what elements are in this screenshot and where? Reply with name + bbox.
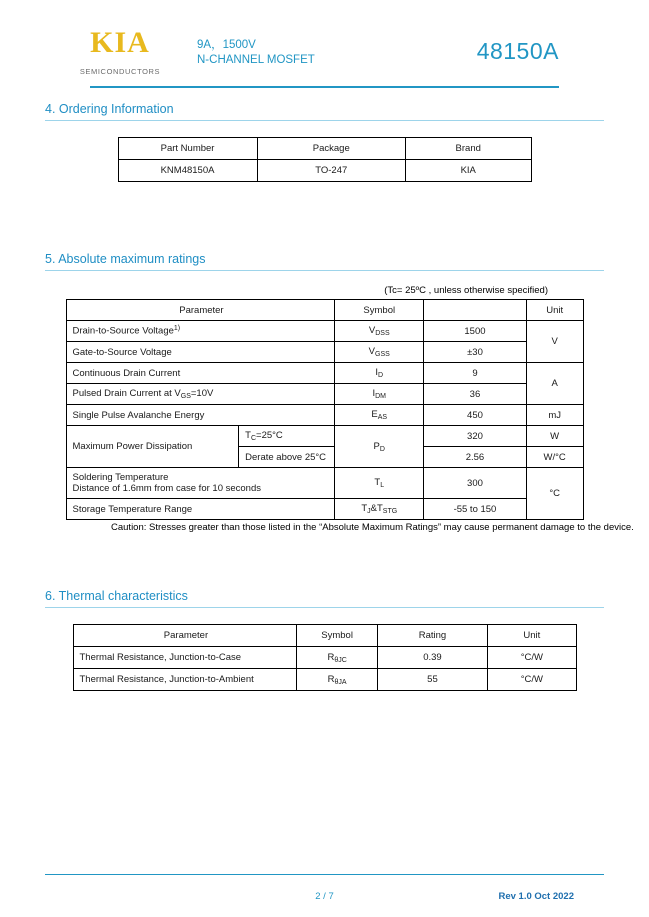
cell-symbol xyxy=(297,669,377,691)
condition-tail: =25°C xyxy=(256,430,283,442)
symbol-sub: AS xyxy=(377,413,388,421)
symbol-sub: L xyxy=(380,481,385,489)
cell-symbol xyxy=(335,468,424,499)
cell-unit: W/°C xyxy=(526,447,583,468)
ordering-section xyxy=(45,102,604,182)
cell-symbol xyxy=(335,426,424,468)
parameter-line-2: Distance of 1.6mm from case for 10 seconds xyxy=(72,483,261,494)
cell-value: -55 to 150 xyxy=(424,499,527,520)
table-row xyxy=(73,669,576,691)
symbol-main: E xyxy=(371,409,378,421)
table-row xyxy=(118,160,531,182)
table-row xyxy=(66,426,583,447)
cell-value: ±30 xyxy=(424,342,527,363)
symbol-sub-a: J xyxy=(367,507,371,515)
page-header xyxy=(45,0,604,76)
column-header-package: Package xyxy=(257,138,405,160)
absolute-max-section xyxy=(45,252,634,534)
parameter-sub: GS xyxy=(180,392,191,400)
symbol-sub: DM xyxy=(375,392,387,400)
thermal-section xyxy=(45,589,604,691)
cell-part-number: KNM48150A xyxy=(118,160,257,182)
table-row xyxy=(73,647,576,669)
symbol-sub-b: STG xyxy=(382,507,398,515)
thermal-table xyxy=(73,624,577,691)
cell-symbol xyxy=(335,384,424,405)
cell-rating: 55 xyxy=(377,669,487,691)
symbol-main: V xyxy=(368,325,376,337)
symbol-main: T xyxy=(374,477,381,489)
cell-value: 320 xyxy=(424,426,527,447)
cell-unit: mJ xyxy=(526,405,583,426)
column-header-value xyxy=(424,300,527,321)
column-header-symbol: Symbol xyxy=(297,625,377,647)
cell-unit: W xyxy=(526,426,583,447)
symbol-main: R xyxy=(327,673,335,685)
cell-symbol xyxy=(297,647,377,669)
company-logo xyxy=(60,28,180,76)
table-header-row xyxy=(66,300,583,321)
caution-note: Caution: Stresses greater than those listed in the “Absolute Maximum Ratings” may cause permanent damage to the device. xyxy=(111,522,634,533)
cell-symbol xyxy=(335,499,424,520)
symbol-main: V xyxy=(368,346,376,358)
footer-divider xyxy=(45,874,604,875)
part-number-title: 48150A xyxy=(476,38,559,64)
parameter-text: Drain-to-Source Voltage xyxy=(72,325,174,337)
column-header-part-number: Part Number xyxy=(118,138,257,160)
symbol-sub: DSS xyxy=(375,329,390,337)
column-header-unit: Unit xyxy=(526,300,583,321)
table-header-row xyxy=(118,138,531,160)
logo-text: KIA xyxy=(90,26,150,59)
cell-unit: °C xyxy=(526,468,583,520)
table-row xyxy=(66,384,583,405)
cell-unit: °C/W xyxy=(488,647,576,669)
condition-sub: C xyxy=(250,434,257,442)
table-row xyxy=(66,405,583,426)
page-number: 2 / 7 xyxy=(315,891,334,902)
ordering-heading-rule xyxy=(45,120,604,121)
thermal-heading-rule xyxy=(45,607,604,608)
cell-symbol xyxy=(335,405,424,426)
device-spec-line1: 9A，1500V xyxy=(197,39,256,51)
parameter-text: Pulsed Drain Current at V xyxy=(72,388,181,400)
test-condition-text: (Tc= 25ºC , unless otherwise specified) xyxy=(384,285,548,296)
column-header-rating: Rating xyxy=(377,625,487,647)
parameter-tail: =10V xyxy=(190,388,214,400)
table-header-row xyxy=(73,625,576,647)
cell-parameter: Gate-to-Source Voltage xyxy=(66,342,335,363)
symbol-sub: GSS xyxy=(375,350,390,358)
cell-value: 300 xyxy=(424,468,527,499)
cell-parameter: Thermal Resistance, Junction-to-Case xyxy=(73,647,297,669)
column-header-parameter: Parameter xyxy=(66,300,335,321)
absolute-max-heading: 5. Absolute maximum ratings xyxy=(45,252,206,266)
revision-info: Rev 1.0 Oct 2022 xyxy=(498,891,574,902)
cell-parameter xyxy=(66,468,335,499)
symbol-main: T xyxy=(361,503,368,515)
cell-value: 1500 xyxy=(424,321,527,342)
cell-rating: 0.39 xyxy=(377,647,487,669)
cell-parameter-condition: Derate above 25°C xyxy=(239,447,335,468)
ordering-table xyxy=(118,137,532,182)
column-header-symbol: Symbol xyxy=(335,300,424,321)
thermal-heading: 6. Thermal characteristics xyxy=(45,589,188,603)
cell-package: TO-247 xyxy=(257,160,405,182)
column-header-unit: Unit xyxy=(488,625,576,647)
test-condition-note xyxy=(45,285,604,296)
cell-unit: A xyxy=(526,363,583,405)
cell-unit: V xyxy=(526,321,583,363)
parameter-line-1: Soldering Temperature xyxy=(72,472,169,483)
table-row xyxy=(66,468,583,499)
cell-symbol xyxy=(335,342,424,363)
parameter-footnote: 1) xyxy=(173,325,181,333)
symbol-main: I xyxy=(375,367,379,379)
absolute-max-heading-rule xyxy=(45,270,604,271)
table-row xyxy=(66,342,583,363)
cell-parameter xyxy=(66,321,335,342)
cell-parameter-condition xyxy=(239,426,335,447)
cell-parameter: Storage Temperature Range xyxy=(66,499,335,520)
cell-parameter: Single Pulse Avalanche Energy xyxy=(66,405,335,426)
condition-main: T xyxy=(245,430,251,442)
cell-value: 9 xyxy=(424,363,527,384)
ordering-heading: 4. Ordering Information xyxy=(45,102,174,116)
cell-parameter xyxy=(66,384,335,405)
cell-value: 2.56 xyxy=(424,447,527,468)
column-header-parameter: Parameter xyxy=(73,625,297,647)
table-row xyxy=(66,499,583,520)
cell-symbol xyxy=(335,363,424,384)
table-row xyxy=(66,363,583,384)
cell-symbol xyxy=(335,321,424,342)
absolute-max-table xyxy=(66,299,584,520)
table-row xyxy=(66,321,583,342)
logo-subtitle: SEMICONDUCTORS xyxy=(79,67,161,76)
symbol-main: R xyxy=(327,651,335,663)
symbol-sub: θJA xyxy=(334,678,347,686)
symbol-sub: D xyxy=(378,371,384,379)
device-spec-line2: N-CHANNEL MOSFET xyxy=(197,54,315,66)
cell-parameter: Thermal Resistance, Junction-to-Ambient xyxy=(73,669,297,691)
symbol-main: P xyxy=(373,440,380,452)
symbol-main: I xyxy=(372,388,376,400)
cell-value: 450 xyxy=(424,405,527,426)
cell-parameter: Maximum Power Dissipation xyxy=(66,426,239,468)
symbol-sub: θJC xyxy=(334,656,347,664)
device-spec xyxy=(197,38,315,68)
symbol-sub: D xyxy=(379,445,385,453)
cell-value: 36 xyxy=(424,384,527,405)
cell-brand: KIA xyxy=(405,160,531,182)
cell-unit: °C/W xyxy=(488,669,576,691)
column-header-brand: Brand xyxy=(405,138,531,160)
symbol-mid: &T xyxy=(370,503,383,515)
cell-parameter: Continuous Drain Current xyxy=(66,363,335,384)
header-divider xyxy=(90,86,559,88)
